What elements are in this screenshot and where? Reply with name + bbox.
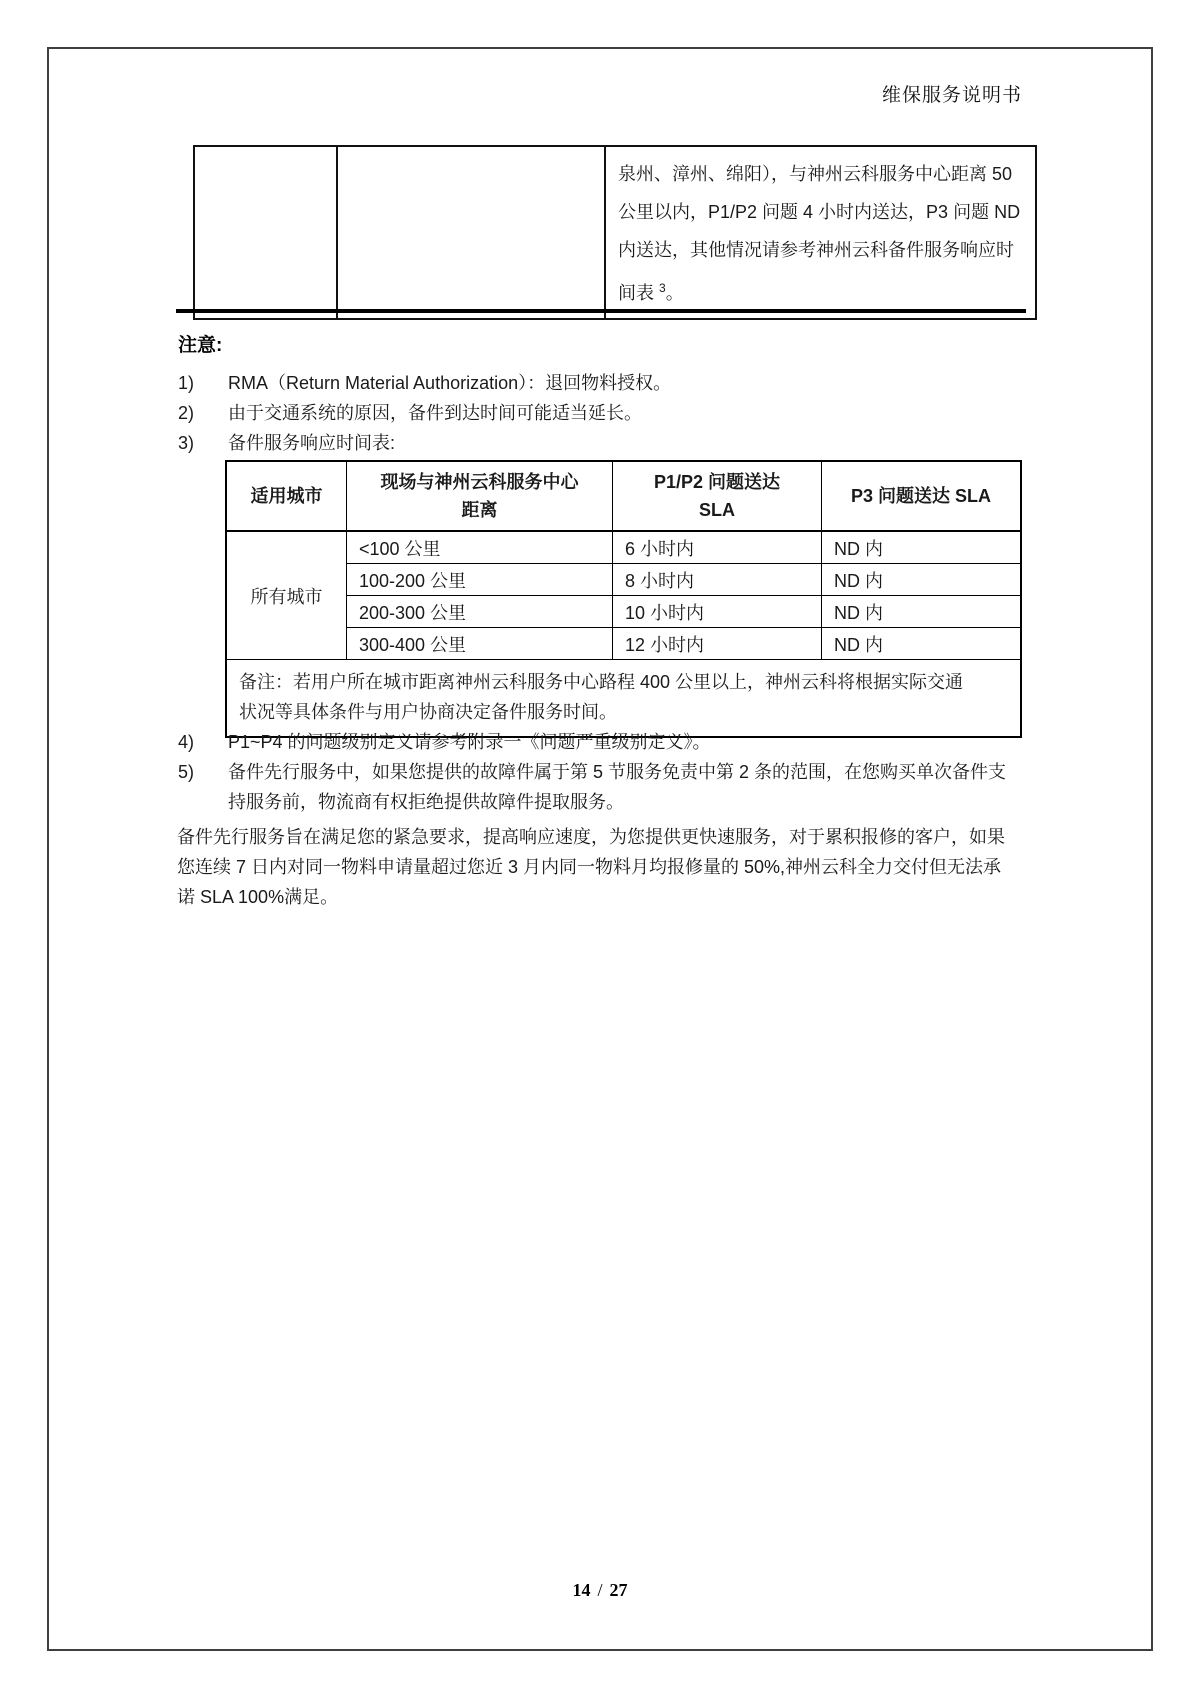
remark-line: 状况等具体条件与用户协商决定备件服务时间。 — [239, 702, 617, 722]
remark-line: 备注：若用户所在城市距离神州云科服务中心路程 400 公里以上，神州云科将根据实际交通 — [239, 672, 964, 692]
p1p2-sla-cell: 10 小时内 — [613, 596, 822, 628]
page-number-separator: / — [597, 1580, 603, 1600]
distance-cell: 200-300 公里 — [347, 596, 613, 628]
list-item — [178, 398, 1024, 428]
spare-parts-delivery-table-fragment — [193, 145, 1037, 320]
item-text: P1~P4 的问题级别定义请参考附录一《问题严重级别定义》。 — [228, 732, 711, 752]
item-number: 1) — [178, 373, 195, 393]
table-header-row — [226, 461, 1021, 531]
list-item — [178, 727, 1024, 757]
item-number: 3) — [178, 433, 195, 453]
cell-text-line: 内送达，其他情况请参考神州云科备件服务响应时 — [618, 240, 1014, 260]
item-number: 2) — [178, 403, 195, 423]
item-text — [228, 757, 1024, 817]
p1p2-sla-cell: 6 小时内 — [613, 531, 822, 564]
distance-cell: <100 公里 — [347, 531, 613, 564]
notes-list-4-5 — [178, 727, 1024, 817]
spare-parts-response-time-table — [225, 460, 1022, 738]
item-text-line: 备件先行服务中，如果您提供的故障件属于第 5 节服务免责中第 2 条的范围，在您购买单次备件支 — [228, 762, 1007, 782]
table-row — [194, 146, 1036, 319]
closing-paragraph — [177, 822, 1037, 912]
p3-sla-cell: ND 内 — [822, 596, 1022, 628]
p1p2-sla-cell: 12 小时内 — [613, 628, 822, 660]
p3-sla-cell: ND 内 — [822, 531, 1022, 564]
notes-list-1-3 — [178, 368, 1024, 458]
item-text: 备件服务响应时间表: — [228, 433, 396, 453]
column-header-p1p2-sla: P1/P2 问题送达 SLA — [613, 461, 822, 531]
p1p2-sla-cell: 8 小时内 — [613, 564, 822, 596]
cell-text-line: 公里以内，P1/P2 问题 4 小时内送达，P3 问题 ND — [618, 202, 1021, 222]
table-row — [226, 531, 1021, 564]
table-remark-cell — [226, 660, 1021, 738]
column-header-distance: 现场与神州云科服务中心 距离 — [347, 461, 613, 531]
section-divider-rule — [176, 309, 1026, 313]
page-footer — [0, 1580, 1200, 1601]
distance-cell: 100-200 公里 — [347, 564, 613, 596]
empty-cell-1 — [194, 146, 337, 319]
p3-sla-cell: ND 内 — [822, 564, 1022, 596]
item-number: 4) — [178, 732, 195, 752]
table-note-row — [226, 660, 1021, 738]
footnote-superscript: 3 — [659, 281, 666, 295]
list-item — [178, 368, 1024, 398]
cell-text-line: 间表 $^3$。 — [618, 281, 684, 303]
paragraph-line: 诺 SLA 100%满足。 — [177, 887, 339, 907]
current-page-number: 14 — [572, 1580, 591, 1600]
city-group-cell: 所有城市 — [226, 531, 347, 660]
total-page-count: 27 — [609, 1580, 628, 1600]
p3-sla-cell: ND 内 — [822, 628, 1022, 660]
notes-heading: 注意: — [178, 335, 223, 356]
list-item — [178, 428, 1024, 458]
item-text: RMA（Return Material Authorization）：退回物料授权。 — [228, 373, 672, 393]
item-text-line: 持服务前，物流商有权拒绝提供故障件提取服务。 — [228, 792, 624, 812]
delivery-terms-cell — [605, 146, 1036, 319]
column-header-city: 适用城市 — [226, 461, 347, 531]
column-header-p3-sla: P3 问题送达 SLA — [822, 461, 1022, 531]
empty-cell-2 — [337, 146, 605, 319]
page-header-title: 维保服务说明书 — [881, 85, 1022, 106]
cell-text-line: 泉州、漳州、绵阳），与神州云科服务中心距离 50 — [618, 164, 1013, 184]
item-number: 5) — [178, 762, 195, 782]
item-text: 由于交通系统的原因，备件到达时间可能适当延长。 — [228, 403, 642, 423]
distance-cell: 300-400 公里 — [347, 628, 613, 660]
paragraph-line: 备件先行服务旨在满足您的紧急要求，提高响应速度，为您提供更快速服务，对于累积报修的客户，如果 — [177, 827, 1005, 847]
paragraph-line: 您连续 7 日内对同一物料申请量超过您近 3 月内同一物料月均报修量的 50%,神州云科全力交付但无法承 — [177, 857, 1002, 877]
list-item — [178, 757, 1024, 817]
